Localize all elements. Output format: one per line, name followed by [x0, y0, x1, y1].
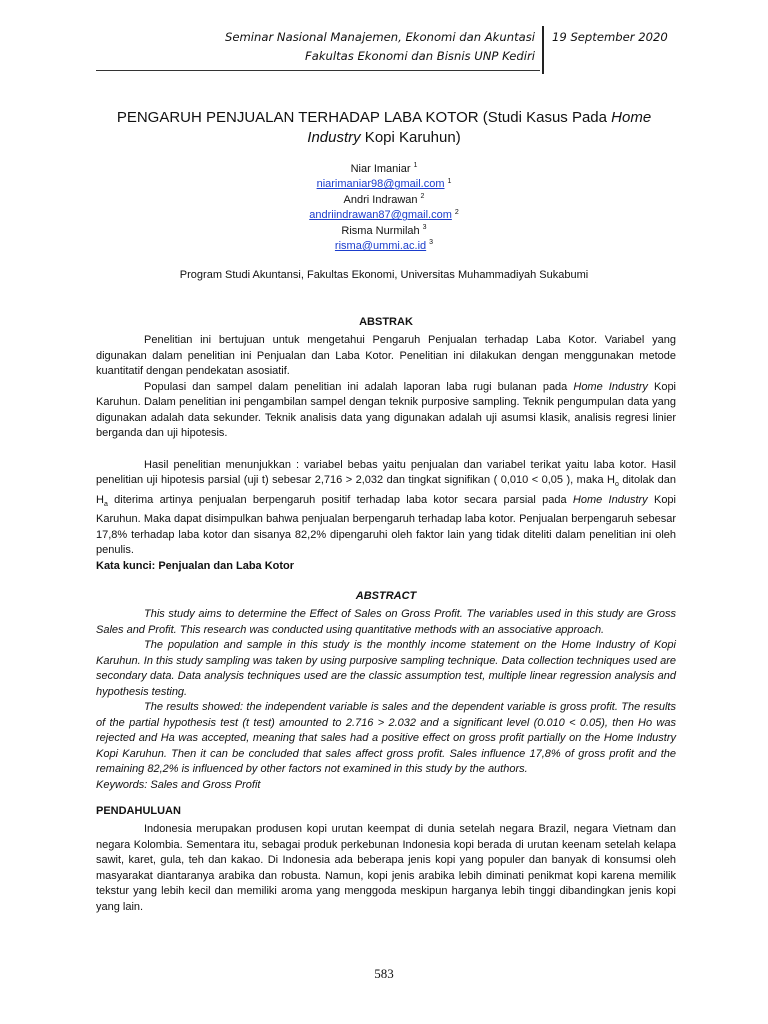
abstrak-paragraph: Penelitian ini bertujuan untuk mengetahui Pengaruh Penjualan terhadap Laba Kotor. Variabel yang digunakan dalam penelitian ini Penjualan dan Laba Kotor. Penelitian ini dilakukan dengan menggunakan metode kuantitatif dengan pendekatan asosiatif. [96, 334, 676, 377]
email-link[interactable]: niarimaniar98@gmail.com [316, 178, 445, 191]
author-list [96, 162, 672, 254]
author-name: Andri Indrawan $^2$ [343, 193, 425, 206]
abstrak-body [96, 333, 676, 559]
title-italic-home: Home [611, 109, 652, 126]
author-name: Risma Nurmilah $^3$ [341, 223, 427, 237]
email-link[interactable]: andriindrawan87@gmail.com [309, 209, 452, 222]
pendahuluan-body [96, 822, 676, 915]
title-part2: Kopi Karuhun) [360, 129, 461, 146]
header-left [195, 28, 535, 66]
abstract-heading: ABSTRACT [355, 590, 417, 602]
running-header [195, 28, 675, 72]
affiliation: Program Studi Akuntansi, Fakultas Ekonomi, Universitas Muhammadiyah Sukabumi [179, 269, 589, 281]
author-email: niarimaniar98@gmail.com $^1$ [316, 177, 452, 191]
header-faculty: Fakultas Ekonomi dan Bisnis UNP Kediri [305, 49, 535, 63]
abstract-paragraph: The results showed: the independent variable is sales and the dependent variable is gross profit. The results of the partial hypothesis test (t test) amounted to 2.716 > 2.032 and a significant level (0.010 < 0.05), then Ho was rejected and Ha was accepted, meaning that sales had a positive effect on gross profit partially on the Home Industry Kopi Karuhun. Then it can be concluded that sales affect gross profit. Sales influence 17,8% of gross profit and the remaining 82,2% is influenced by other factors not examined in this study by the authors. [96, 701, 676, 775]
title-part1: PENGARUH PENJUALAN TERHADAP LABA KOTOR (Studi Kasus Pada [116, 109, 612, 126]
kata-kunci: Kata kunci: Penjualan dan Laba Kotor [96, 560, 295, 572]
abstrak-paragraph: Hasil penelitian menunjukkan : variabel bebas yaitu penjualan dan variabel terikat yaitu laba kotor. Hasil penelitian uji hipotesis parsial (uji t) sebesar 2,716 > 2,032 dan tingkat signifikan ( 0,010 < 0,05 ), maka $H_o$ ditolak dan $H_a$ diterima artinya penjualan berpengaruh positif terhadap laba kotor secara parsial pada Home Industry Kopi Karuhun. Maka dapat disimpulkan bahwa penjualan berpengaruh terhadap laba kotor. Penjualan berpengaruh sebesar 17,8% terhadap laba kotor dan sisanya 82,2% dipengaruhi oleh faktor lain yang tidak diteliti dalam penelitian ini oleh penulis. [96, 458, 676, 557]
pendahuluan-heading: PENDAHULUAN [96, 805, 181, 817]
title-italic-industry: Industry [307, 129, 361, 146]
abstrak-paragraph: Populasi dan sampel dalam penelitian ini adalah laporan laba rugi bulanan pada Home Industry Kopi Karuhun. Dalam penelitian ini pengambilan sampel dengan teknik purposive sampling. Teknik pengumpulan data yang digunakan adalah data sekunder. Teknik analisis data yang digunakan adalah uji asumsi klasik, analisis regresi linier berganda dan uji hipotesis. [96, 380, 677, 439]
abstract-paragraph: This study aims to determine the Effect of Sales on Gross Profit. The variables used in this study are Gross Sales and Profit. This research was conducted using quantitative methods with an associative approach. [96, 608, 676, 636]
abstract-paragraph: The population and sample in this study is the monthly income statement on the Home Industry of Kopi Karuhun. In this study sampling was taken by using purposive sampling technique. Data collection techniques used are secondary data. Data analysis techniques used are the classic assumption test, multiple linear regression analysis and hypothesis testing. [96, 639, 676, 698]
email-link[interactable]: risma@ummi.ac.id [334, 240, 427, 253]
header-underline [96, 70, 540, 71]
author-name: Niar Imaniar $^1$ [350, 162, 418, 175]
header-seminar-name: Seminar Nasional Manajemen, Ekonomi dan Akuntasi [225, 30, 535, 44]
abstract-body [96, 607, 676, 793]
header-date: 19 September 2020 [552, 30, 668, 44]
abstrak-heading: ABSTRAK [359, 316, 413, 328]
paper-title [96, 108, 672, 148]
abstract-keywords: Keywords: Sales and Gross Profit [96, 778, 261, 791]
page-number: 583 [374, 966, 394, 981]
author-email: andriindrawan87@gmail.com $^2$ [309, 208, 459, 222]
pendahuluan-paragraph: Indonesia merupakan produsen kopi urutan keempat di dunia setelah negara Brazil, negara Vietnam dan negara Kolombia. Sementara itu, sebagai produk perkebunan Indonesia kopi berada di urutan keenam setelah kelapa sawit, karet, gula, teh dan kakao. Di Indonesia ada beberapa jenis kopi yang populer dan banyak di konsumsi oleh masyarakat diantaranya arabika dan robusta. Namun, kopi jenis arabika lebih diminati penikmat kopi karena memilik tekstur yang lebih kecil dan memiliki aroma yang menggoda meskipun harganya lebih tinggi dibandingkan jenis kopi yang lain. [96, 823, 676, 913]
author-email: risma@ummi.ac.id $^3$ [334, 239, 434, 253]
header-divider [542, 26, 544, 74]
